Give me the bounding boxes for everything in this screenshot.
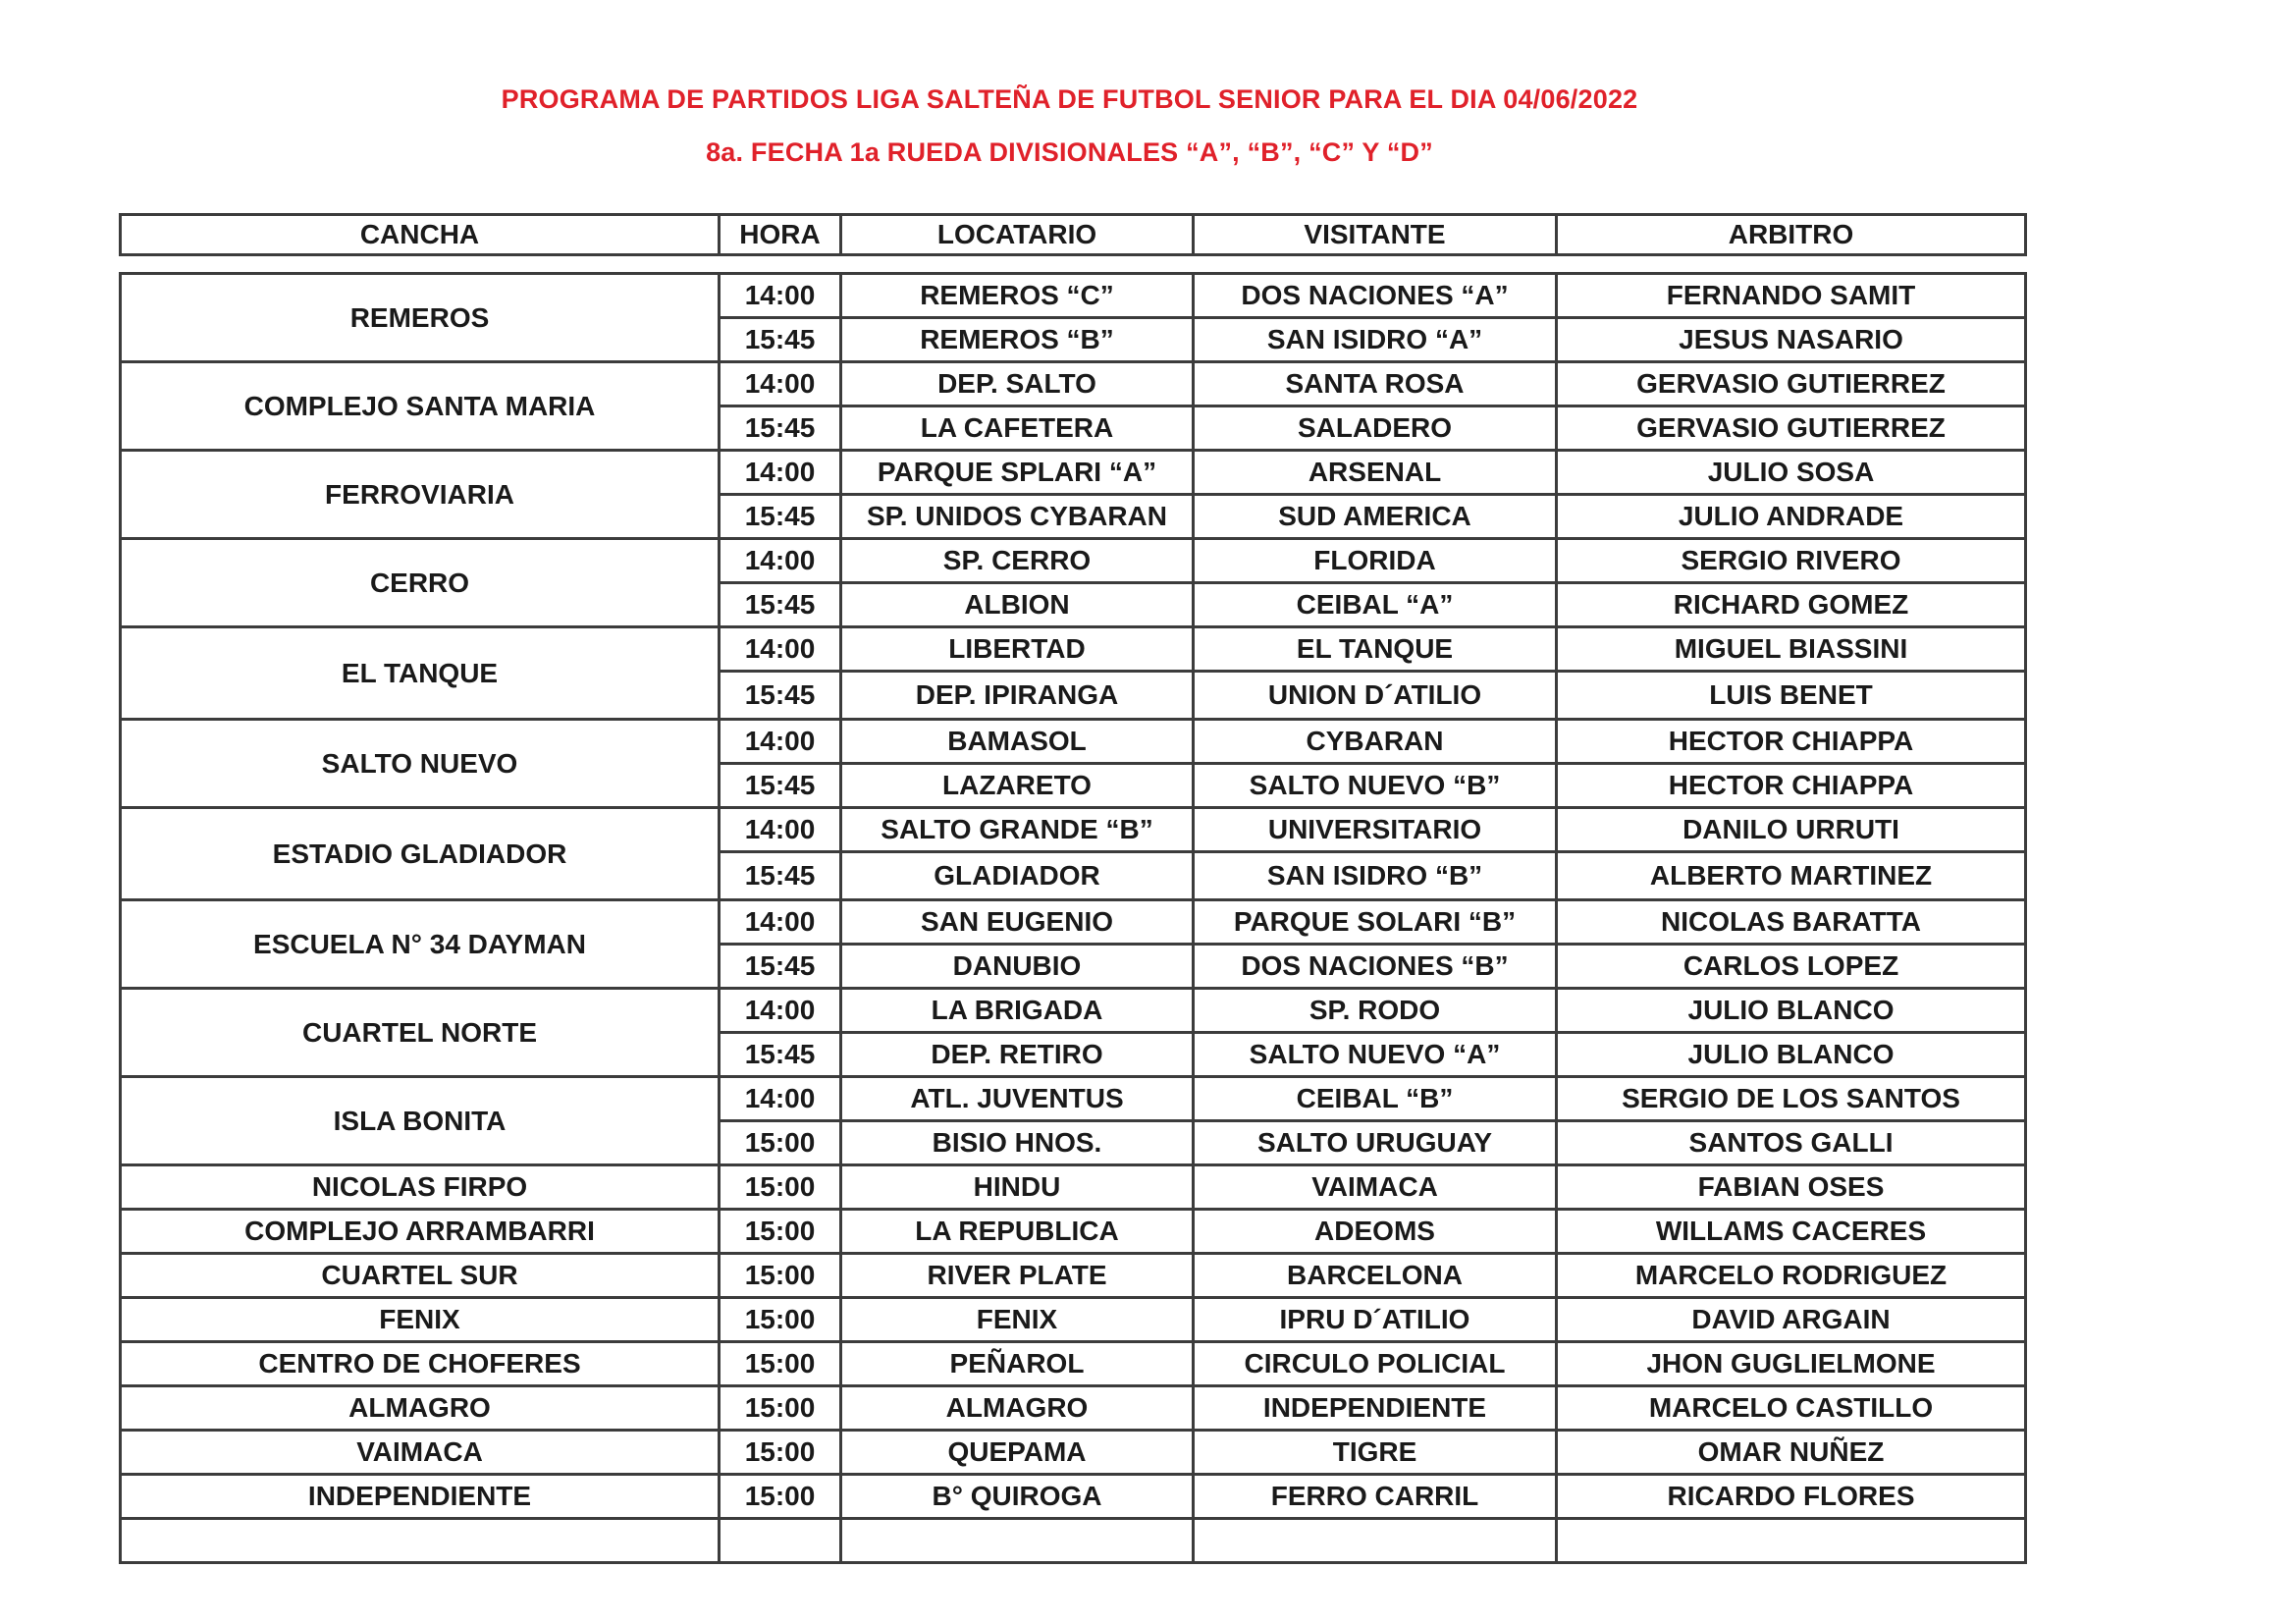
cancha-cell: CUARTEL NORTE (121, 989, 720, 1077)
match-row (121, 1254, 2026, 1298)
visitante-cell: CEIBAL “A” (1194, 583, 1557, 627)
visitante-cell: UNIVERSITARIO (1194, 808, 1557, 852)
arbitro-cell: CARLOS LOPEZ (1557, 945, 2026, 989)
locatario-cell: DEP. SALTO (841, 362, 1194, 406)
hora-cell: 15:00 (720, 1298, 841, 1342)
visitante-cell: SAN ISIDRO “B” (1194, 852, 1557, 900)
arbitro-cell: JULIO SOSA (1557, 451, 2026, 495)
locatario-cell: REMEROS “C” (841, 274, 1194, 318)
cancha-cell: FENIX (121, 1298, 720, 1342)
locatario-cell: DANUBIO (841, 945, 1194, 989)
match-row (121, 274, 2026, 318)
locatario-cell: LA CAFETERA (841, 406, 1194, 451)
locatario-cell: SALTO GRANDE “B” (841, 808, 1194, 852)
visitante-cell: EL TANQUE (1194, 627, 1557, 672)
arbitro-cell: WILLAMS CACERES (1557, 1210, 2026, 1254)
arbitro-cell: SANTOS GALLI (1557, 1121, 2026, 1165)
locatario-cell: LIBERTAD (841, 627, 1194, 672)
hora-cell: 15:45 (720, 406, 841, 451)
arbitro-cell: MIGUEL BIASSINI (1557, 627, 2026, 672)
visitante-cell: IPRU D´ATILIO (1194, 1298, 1557, 1342)
empty-cell (1194, 1519, 1557, 1563)
locatario-cell: BISIO HNOS. (841, 1121, 1194, 1165)
hora-cell: 14:00 (720, 362, 841, 406)
hora-cell: 15:00 (720, 1121, 841, 1165)
cancha-cell: ESCUELA N° 34 DAYMAN (121, 900, 720, 989)
match-row (121, 1298, 2026, 1342)
hora-cell: 15:00 (720, 1342, 841, 1386)
locatario-cell: B° QUIROGA (841, 1475, 1194, 1519)
arbitro-cell: DAVID ARGAIN (1557, 1298, 2026, 1342)
arbitro-cell: JULIO ANDRADE (1557, 495, 2026, 539)
hora-cell: 15:00 (720, 1431, 841, 1475)
cancha-cell: VAIMACA (121, 1431, 720, 1475)
cancha-cell: INDEPENDIENTE (121, 1475, 720, 1519)
visitante-cell: SP. RODO (1194, 989, 1557, 1033)
hora-cell: 15:00 (720, 1475, 841, 1519)
hora-cell: 15:45 (720, 764, 841, 808)
hora-cell: 14:00 (720, 900, 841, 945)
column-header-hora: HORA (720, 215, 841, 255)
cancha-cell: REMEROS (121, 274, 720, 362)
visitante-cell: CEIBAL “B” (1194, 1077, 1557, 1121)
hora-cell: 14:00 (720, 989, 841, 1033)
arbitro-cell: MARCELO RODRIGUEZ (1557, 1254, 2026, 1298)
visitante-cell: FERRO CARRIL (1194, 1475, 1557, 1519)
hora-cell: 15:00 (720, 1254, 841, 1298)
hora-cell: 15:00 (720, 1386, 841, 1431)
match-row (121, 720, 2026, 764)
visitante-cell: FLORIDA (1194, 539, 1557, 583)
locatario-cell: SP. CERRO (841, 539, 1194, 583)
cancha-cell: ALMAGRO (121, 1386, 720, 1431)
locatario-cell: SP. UNIDOS CYBARAN (841, 495, 1194, 539)
locatario-cell: REMEROS “B” (841, 318, 1194, 362)
arbitro-cell: JULIO BLANCO (1557, 1033, 2026, 1077)
locatario-cell: QUEPAMA (841, 1431, 1194, 1475)
hora-cell: 14:00 (720, 627, 841, 672)
arbitro-cell: HECTOR CHIAPPA (1557, 720, 2026, 764)
hora-cell: 15:45 (720, 945, 841, 989)
hora-cell: 15:45 (720, 318, 841, 362)
hora-cell: 15:45 (720, 672, 841, 720)
arbitro-cell: GERVASIO GUTIERREZ (1557, 406, 2026, 451)
document-title: PROGRAMA DE PARTIDOS LIGA SALTEÑA DE FUTBOL SENIOR PARA EL DIA 04/06/2022 (501, 84, 1638, 114)
match-row (121, 1165, 2026, 1210)
locatario-cell: BAMASOL (841, 720, 1194, 764)
match-row (121, 989, 2026, 1033)
cancha-cell: CERRO (121, 539, 720, 627)
match-row (121, 900, 2026, 945)
match-row (121, 1475, 2026, 1519)
arbitro-cell: RICHARD GOMEZ (1557, 583, 2026, 627)
locatario-cell: RIVER PLATE (841, 1254, 1194, 1298)
locatario-cell: ATL. JUVENTUS (841, 1077, 1194, 1121)
arbitro-cell: FABIAN OSES (1557, 1165, 2026, 1210)
locatario-cell: DEP. IPIRANGA (841, 672, 1194, 720)
column-header-cancha: CANCHA (121, 215, 720, 255)
empty-cell (1557, 1519, 2026, 1563)
locatario-cell: ALMAGRO (841, 1386, 1194, 1431)
cancha-cell: CUARTEL SUR (121, 1254, 720, 1298)
match-row (121, 1342, 2026, 1386)
empty-cell (121, 1519, 720, 1563)
match-row (121, 1077, 2026, 1121)
hora-cell: 14:00 (720, 451, 841, 495)
match-row (121, 627, 2026, 672)
cancha-cell: EL TANQUE (121, 627, 720, 720)
arbitro-cell: JHON GUGLIELMONE (1557, 1342, 2026, 1386)
arbitro-cell: DANILO URRUTI (1557, 808, 2026, 852)
locatario-cell: LA REPUBLICA (841, 1210, 1194, 1254)
cancha-cell: ESTADIO GLADIADOR (121, 808, 720, 900)
match-row (121, 1210, 2026, 1254)
locatario-cell: LAZARETO (841, 764, 1194, 808)
visitante-cell: VAIMACA (1194, 1165, 1557, 1210)
locatario-cell: ALBION (841, 583, 1194, 627)
visitante-cell: UNION D´ATILIO (1194, 672, 1557, 720)
arbitro-cell: MARCELO CASTILLO (1557, 1386, 2026, 1431)
arbitro-cell: JESUS NASARIO (1557, 318, 2026, 362)
hora-cell: 15:45 (720, 583, 841, 627)
visitante-cell: DOS NACIONES “A” (1194, 274, 1557, 318)
locatario-cell: DEP. RETIRO (841, 1033, 1194, 1077)
locatario-cell: PEÑAROL (841, 1342, 1194, 1386)
hora-cell: 14:00 (720, 274, 841, 318)
hora-cell: 14:00 (720, 720, 841, 764)
visitante-cell: SALTO URUGUAY (1194, 1121, 1557, 1165)
match-row (121, 362, 2026, 406)
hora-cell: 15:00 (720, 1210, 841, 1254)
match-row (121, 1386, 2026, 1431)
visitante-cell: SANTA ROSA (1194, 362, 1557, 406)
arbitro-cell: RICARDO FLORES (1557, 1475, 2026, 1519)
visitante-cell: ARSENAL (1194, 451, 1557, 495)
visitante-cell: SUD AMERICA (1194, 495, 1557, 539)
hora-cell: 14:00 (720, 1077, 841, 1121)
schedule-body (121, 274, 2026, 1563)
arbitro-cell: GERVASIO GUTIERREZ (1557, 362, 2026, 406)
cancha-cell: ISLA BONITA (121, 1077, 720, 1165)
arbitro-cell: OMAR NUÑEZ (1557, 1431, 2026, 1475)
locatario-cell: PARQUE SPLARI “A” (841, 451, 1194, 495)
visitante-cell: SALTO NUEVO “B” (1194, 764, 1557, 808)
arbitro-cell: HECTOR CHIAPPA (1557, 764, 2026, 808)
hora-cell: 15:45 (720, 1033, 841, 1077)
cancha-cell: COMPLEJO ARRAMBARRI (121, 1210, 720, 1254)
match-row (121, 539, 2026, 583)
arbitro-cell: ALBERTO MARTINEZ (1557, 852, 2026, 900)
cancha-cell: FERROVIARIA (121, 451, 720, 539)
hora-cell: 15:45 (720, 852, 841, 900)
visitante-cell: ADEOMS (1194, 1210, 1557, 1254)
match-row (121, 451, 2026, 495)
visitante-cell: CIRCULO POLICIAL (1194, 1342, 1557, 1386)
arbitro-cell: FERNANDO SAMIT (1557, 274, 2026, 318)
arbitro-cell: JULIO BLANCO (1557, 989, 2026, 1033)
arbitro-cell: SERGIO DE LOS SANTOS (1557, 1077, 2026, 1121)
visitante-cell: SAN ISIDRO “A” (1194, 318, 1557, 362)
arbitro-cell: NICOLAS BARATTA (1557, 900, 2026, 945)
visitante-cell: SALADERO (1194, 406, 1557, 451)
locatario-cell: GLADIADOR (841, 852, 1194, 900)
column-header-locatario: LOCATARIO (841, 215, 1194, 255)
cancha-cell: NICOLAS FIRPO (121, 1165, 720, 1210)
visitante-cell: DOS NACIONES “B” (1194, 945, 1557, 989)
hora-cell: 14:00 (720, 539, 841, 583)
header-row (121, 215, 2026, 255)
match-row (121, 808, 2026, 852)
arbitro-cell: SERGIO RIVERO (1557, 539, 2026, 583)
schedule-table (119, 272, 2027, 1564)
locatario-cell: FENIX (841, 1298, 1194, 1342)
visitante-cell: TIGRE (1194, 1431, 1557, 1475)
visitante-cell: CYBARAN (1194, 720, 1557, 764)
match-row (121, 1431, 2026, 1475)
arbitro-cell: LUIS BENET (1557, 672, 2026, 720)
hora-cell: 14:00 (720, 808, 841, 852)
hora-cell: 15:45 (720, 495, 841, 539)
column-header-arbitro: ARBITRO (1557, 215, 2026, 255)
document-subtitle: 8a. FECHA 1a RUEDA DIVISIONALES “A”, “B”, “C” Y “D” (706, 137, 1433, 167)
empty-row (121, 1519, 2026, 1563)
cancha-cell: SALTO NUEVO (121, 720, 720, 808)
visitante-cell: PARQUE SOLARI “B” (1194, 900, 1557, 945)
empty-cell (720, 1519, 841, 1563)
locatario-cell: HINDU (841, 1165, 1194, 1210)
hora-cell: 15:00 (720, 1165, 841, 1210)
visitante-cell: INDEPENDIENTE (1194, 1386, 1557, 1431)
schedule-header (119, 213, 2027, 256)
cancha-cell: COMPLEJO SANTA MARIA (121, 362, 720, 451)
visitante-cell: BARCELONA (1194, 1254, 1557, 1298)
cancha-cell: CENTRO DE CHOFERES (121, 1342, 720, 1386)
column-header-visitante: VISITANTE (1194, 215, 1557, 255)
visitante-cell: SALTO NUEVO “A” (1194, 1033, 1557, 1077)
locatario-cell: LA BRIGADA (841, 989, 1194, 1033)
locatario-cell: SAN EUGENIO (841, 900, 1194, 945)
empty-cell (841, 1519, 1194, 1563)
